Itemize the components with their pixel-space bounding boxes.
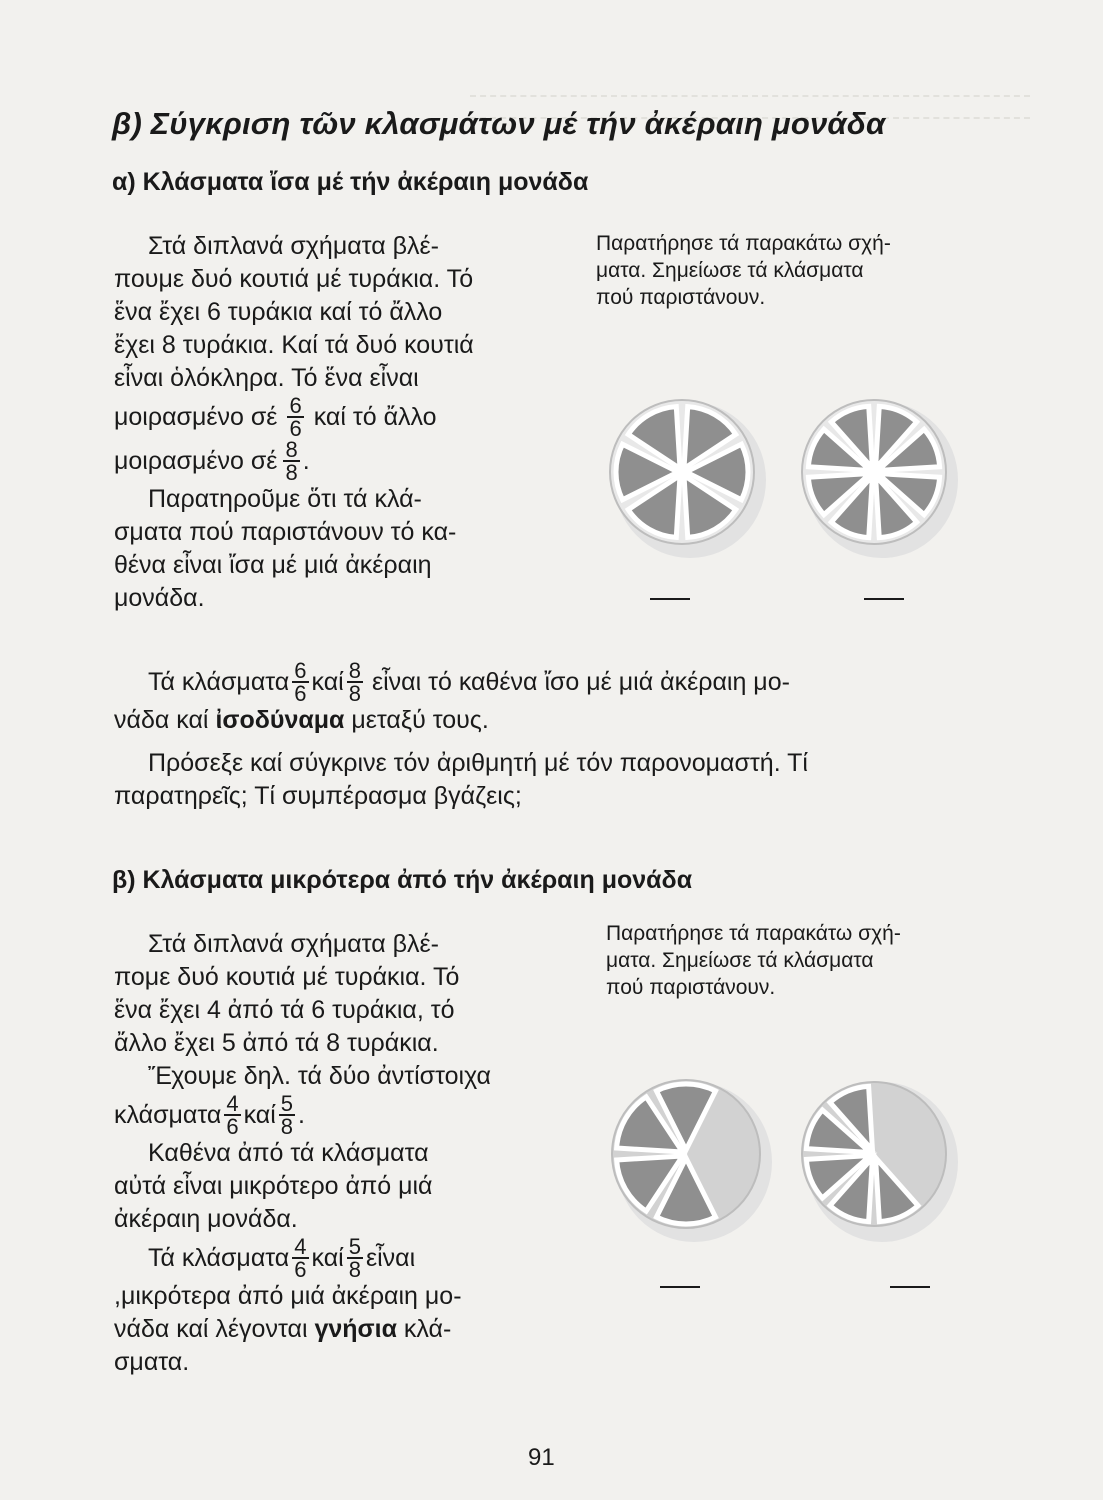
text-span: .: [302, 446, 310, 475]
fraction-denominator: 8: [348, 681, 361, 706]
text-line: [114, 395, 584, 439]
section-b-cheese-boxes: [592, 1066, 992, 1246]
section-a-cheese-boxes: [592, 388, 992, 568]
text-span: νάδα καί λέγονται: [114, 1315, 308, 1343]
section-a-heading: α) Κλάσματα ἴσα μέ τήν ἀκέραιη μονάδα: [112, 168, 589, 196]
fraction: [283, 439, 299, 483]
text-line: Καθένα ἀπό τά κλάσματα: [148, 1139, 429, 1167]
text-line: [114, 1236, 584, 1280]
text-span: εἶναι τό καθένα ἴσο μέ μιά ἀκέραιη μο-: [371, 667, 790, 696]
fraction-numerator: 4: [226, 1091, 239, 1116]
fraction-denominator: 6: [294, 1257, 307, 1282]
cheese-box-5-of-8: [802, 1082, 958, 1242]
fraction-denominator: 8: [280, 1114, 294, 1139]
fraction-denominator: 6: [294, 681, 307, 706]
text-span: εἶναι: [365, 1243, 416, 1272]
answer-blank[interactable]: [890, 1286, 930, 1288]
text-span: καί: [243, 1100, 276, 1129]
text-line: Παρατηροῦμε ὅτι τά κλά-: [148, 485, 422, 513]
text-span: καί τό ἄλλο: [313, 402, 437, 431]
instruction-line: πού παριστάνουν.: [596, 286, 766, 309]
text-line: ,μικρότερα ἀπό μιά ἀκέραιη μο-: [114, 1282, 462, 1310]
instruction-line: ματα. Σημείωσε τά κλάσματα: [596, 259, 864, 282]
answer-blank[interactable]: [864, 598, 904, 600]
fraction-denominator: 8: [285, 460, 298, 485]
text-line: πομε δυό κουτιά μέ τυράκια. Τό: [114, 963, 460, 991]
cheese-box-6-pieces: [610, 400, 766, 558]
section-b-heading: β) Κλάσματα μικρότερα ἀπό τήν ἀκέραιη μονάδα: [112, 866, 693, 894]
text-line: [114, 439, 584, 483]
page-title: β) Σύγκριση τῶν κλασμάτων μέ τήν ἀκέραιη μονάδα: [112, 106, 886, 141]
text-span: μεταξύ τους.: [351, 706, 489, 734]
text-span: καί: [311, 667, 344, 696]
text-line: [114, 660, 994, 704]
fraction: [224, 1093, 240, 1137]
fraction-numerator: 6: [294, 658, 307, 683]
fraction-denominator: 8: [348, 1257, 361, 1282]
text-line: αὐτά εἶναι μικρότερο ἀπό μιά: [114, 1172, 433, 1200]
instruction-line: πού παριστάνουν.: [606, 976, 776, 999]
text-line: εἶναι ὁλόκληρα. Τό ἕνα εἶναι: [114, 364, 419, 392]
instruction-line: Παρατήρησε τά παρακάτω σχή-: [596, 232, 891, 255]
cheese-box-8-pieces: [802, 400, 958, 558]
text-line: ἕνα ἔχει 6 τυράκια καί τό ἄλλο: [114, 298, 443, 326]
text-span: Τά κλάσματα: [148, 1243, 290, 1272]
text-span: μοιρασμένο σέ: [114, 402, 278, 431]
instruction-line: ματα. Σημείωσε τά κλάσματα: [606, 949, 874, 972]
text-span: Τά κλάσματα: [148, 667, 290, 696]
fraction: [292, 660, 308, 704]
fraction: [347, 660, 363, 704]
text-line: ἀκέραιη μονάδα.: [114, 1205, 298, 1233]
fraction-numerator: 8: [285, 437, 298, 462]
fraction: [347, 1236, 363, 1280]
fraction-denominator: 6: [289, 416, 302, 441]
fraction-numerator: 6: [289, 393, 302, 418]
fraction-numerator: 8: [348, 658, 361, 683]
answer-blank[interactable]: [660, 1286, 700, 1288]
text-line: [114, 1093, 584, 1137]
section-a-instruction: [596, 230, 996, 311]
fraction: [279, 1093, 295, 1137]
text-span: νάδα καί: [114, 706, 209, 734]
cheese-box-4-of-6: [612, 1080, 772, 1242]
text-line: ἔχει 8 τυράκια. Καί τά δυό κουτιά: [114, 331, 474, 359]
fraction-numerator: 4: [294, 1234, 307, 1259]
text-span: κλά-: [403, 1315, 452, 1343]
text-line: Ἔχουμε δηλ. τά δύο ἀντίστοιχα: [148, 1062, 491, 1090]
text-line: Στά διπλανά σχήματα βλέ-: [148, 232, 439, 260]
answer-blank[interactable]: [650, 598, 690, 600]
bold-term: ἰσοδύναμα: [215, 706, 345, 734]
question-line: παρατηρεῖς; Τί συμπέρασμα βγάζεις;: [114, 782, 522, 810]
text-line: θένα εἶναι ἴσα μέ μιά ἀκέραιη: [114, 551, 432, 579]
text-line: [114, 1313, 584, 1346]
question-line: Πρόσεξε καί σύγκρινε τόν ἀριθμητή μέ τόν παρονομαστή. Τί: [148, 749, 808, 777]
page-number: 91: [528, 1444, 555, 1471]
bold-term: γνήσια: [314, 1315, 397, 1343]
text-line: μονάδα.: [114, 584, 205, 612]
text-span: .: [298, 1100, 305, 1129]
text-line: σματα.: [114, 1348, 190, 1376]
section-a-text: [114, 230, 584, 615]
text-line: ἕνα ἔχει 4 ἀπό τά 6 τυράκια, τό: [114, 996, 455, 1024]
text-span: κλάσματα: [114, 1100, 222, 1129]
fraction-denominator: 6: [226, 1114, 239, 1139]
section-b-text: [114, 928, 584, 1379]
text-span: καί: [311, 1243, 344, 1272]
fraction-numerator: 5: [280, 1091, 294, 1116]
text-line: ἄλλο ἔχει 5 ἀπό τά 8 τυράκια.: [114, 1029, 439, 1057]
fraction-numerator: 5: [348, 1234, 361, 1259]
text-line: σματα πού παριστάνουν τό κα-: [114, 518, 457, 546]
fraction: [287, 395, 303, 439]
fraction: [292, 1236, 308, 1280]
text-span: μοιρασμένο σέ: [114, 446, 278, 475]
text-line: Στά διπλανά σχήματα βλέ-: [148, 930, 439, 958]
text-line: [114, 704, 994, 737]
equivalence-paragraph: [114, 660, 994, 813]
instruction-line: Παρατήρησε τά παρακάτω σχή-: [606, 922, 901, 945]
section-b-instruction: [606, 920, 1006, 1001]
text-line: πουμε δυό κουτιά μέ τυράκια. Τό: [114, 265, 474, 293]
